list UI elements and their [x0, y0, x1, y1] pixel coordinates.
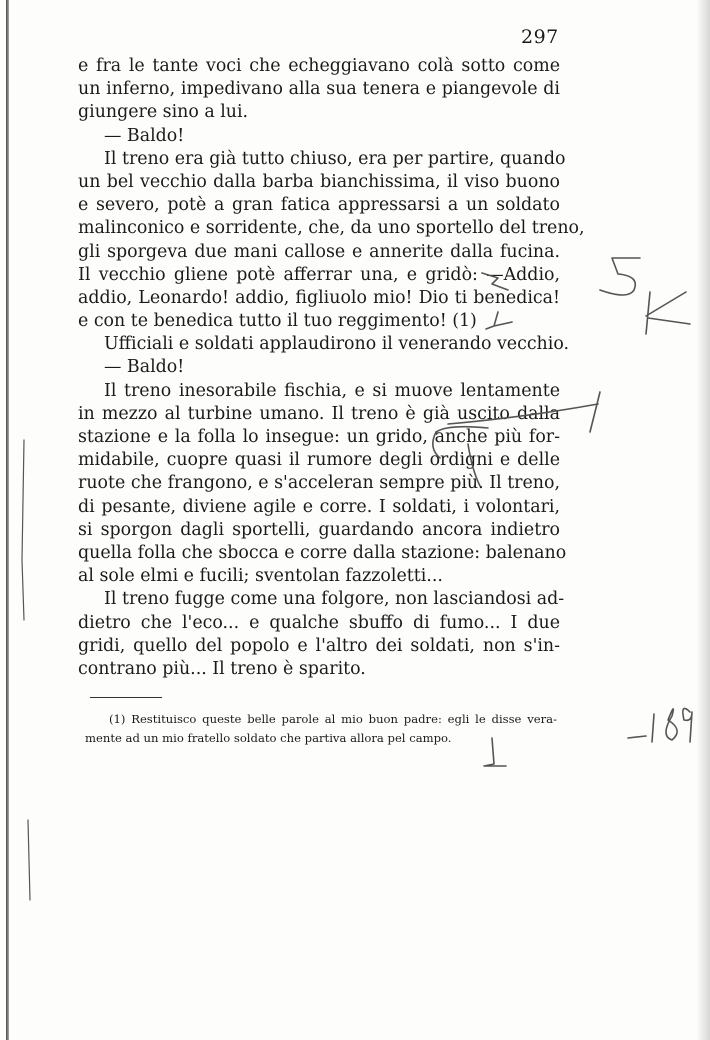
page-number: 297: [521, 26, 559, 48]
pencil-margin-nine: [683, 708, 692, 742]
footnote-line: mente ad un mio fratello soldato che partiva allora pel campo.: [85, 731, 452, 745]
pencil-margin-eight: [666, 709, 677, 740]
text-line: e severo, potè a gran fatica appressarsi a un soldato: [78, 195, 560, 216]
pencil-margin-k: [646, 292, 690, 334]
footnote-line: (1) Restituisco queste belle parole al mio buon padre: egli le disse vera-: [109, 712, 557, 726]
text-line: e con te benedica tutto il tuo reggimento! (1): [78, 311, 477, 332]
pencil-margin-one: [652, 714, 654, 742]
text-line: un bel vecchio dalla barba bianchissima, il viso buono: [78, 171, 560, 192]
text-line: Il treno fugge come una folgore, non lasciandosi ad-: [104, 589, 565, 610]
scan-binding-edge: [6, 0, 9, 1040]
text-line: un inferno, impedivano alla sua tenera e piangevole di: [78, 79, 560, 100]
text-line: si sporgon dagli sportelli, guardando ancora indietro: [78, 519, 560, 540]
text-line: giungere sino a lui.: [78, 102, 249, 123]
text-line: contrano più... Il treno è sparito.: [78, 658, 366, 679]
text-line: Il vecchio gliene potè afferrar una, e gridò: —Addio,: [78, 264, 560, 285]
footnote: [85, 710, 557, 748]
text-line: ruote che frangono, e s'acceleran sempre più. Il treno,: [78, 473, 560, 494]
text-line: — Baldo!: [104, 125, 185, 146]
text-line: — Baldo!: [104, 357, 185, 378]
text-line: dietro che l'eco... e qualche sbuffo di fumo... I due: [78, 612, 560, 633]
pencil-margin-dash: [628, 736, 646, 738]
text-line: Ufficiali e soldati applaudirono il venerando vecchio.: [104, 334, 570, 355]
pencil-strike-tick: [590, 392, 600, 432]
pencil-margin-rule: [28, 820, 30, 900]
scan-page-edge: [696, 0, 710, 1040]
text-line: malinconico e sorridente, che, da uno sportello del treno,: [78, 218, 585, 239]
footnote-divider: [90, 697, 162, 698]
text-line: midabile, cuopre quasi il rumore degli ordigni e delle: [78, 450, 560, 471]
text-line: gli sporgeva due mani callose e annerite dalla fucina.: [78, 241, 560, 262]
text-line: addio, Leonardo! addio, figliuolo mio! Dio ti benedica!: [78, 287, 560, 308]
text-line: quella folla che sbocca e corre dalla stazione: balenano: [78, 542, 567, 563]
text-line: e fra le tante voci che echeggiavano colà sotto come: [78, 56, 560, 76]
text-line: di pesante, diviene agile e corre. I soldati, i volontari,: [78, 496, 560, 517]
text-line: stazione e la folla lo insegue: un grido, anche più for-: [78, 427, 560, 447]
text-line: Il treno inesorabile fischia, e si muove lentamente: [104, 380, 560, 401]
text-line: in mezzo al turbine umano. Il treno è già uscito dalla: [78, 403, 560, 424]
text-line: al sole elmi e fucili; sventolan fazzoletti...: [78, 566, 443, 587]
pencil-margin-five: [600, 258, 640, 295]
pencil-margin-rule: [22, 440, 24, 620]
text-line: gridi, quello del popolo e l'altro dei soldati, non s'in-: [78, 635, 560, 656]
body-text: [78, 55, 585, 681]
text-line: Il treno era già tutto chiuso, era per partire, quando: [104, 148, 566, 169]
